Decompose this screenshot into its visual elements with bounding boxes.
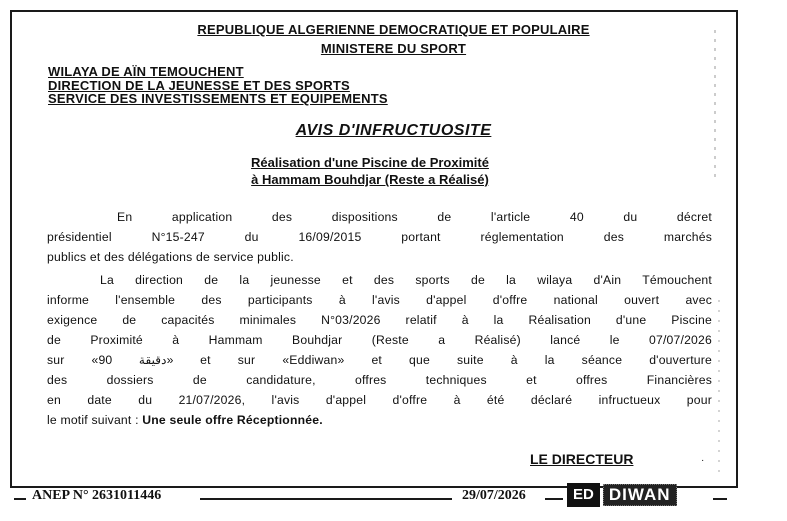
body-line: en date du 21/07/2026, l'avis d'appel d'offre à été déclaré infructueux pour [47,393,712,407]
notice-title: AVIS D'INFRUCTUOSITE [295,122,492,139]
body-line: informe l'ensemble des participants à l'avis d'appel d'offre national ouvert avec [47,293,712,307]
body-line: sur «دقيقة 90» et sur «Eddiwan» et que suite à la séance d'ouverture [47,353,712,367]
service-line: SERVICE DES INVESTISSEMENTS ET EQUIPEMENTS [48,91,388,106]
signature: LE DIRECTEUR [530,451,634,467]
eddiwan-logo [567,484,707,506]
footer-rule-left [14,498,26,500]
republic-heading: REPUBLIQUE ALGERIENNE DEMOCRATIQUE ET POPULAIRE [197,22,590,37]
body-line: En application des dispositions de l'article 40 du décret [117,210,712,224]
motif-line [47,412,712,428]
motif-label: le motif suivant : [47,413,139,427]
signature-mark: · [701,455,705,466]
subtitle-line-1: Réalisation d'une Piscine de Proximité [251,155,489,170]
logo-diwan-text: DIWAN [603,484,677,506]
body-line: des dossiers de candidature, offres techniques et offres Financières [47,373,712,387]
body-line: publics et des délégations de service public. [47,250,294,264]
body-line: de Proximité à Hammam Bouhdjar (Reste a Réalisé) lancé le 07/07/2026 [47,333,712,347]
logo-ed-mark: ED [567,483,600,507]
subtitle-line-2: à Hammam Bouhdjar (Reste a Réalisé) [251,172,489,187]
scan-edge-marks [713,0,725,521]
body-line: présidentiel N°15-247 du 16/09/2015 portant réglementation des marchés [47,230,712,244]
footer-rule-middle [200,498,452,500]
body-line: La direction de la jeunesse et des sports de la wilaya d'Ain Témouchent [100,273,712,287]
direction-line: DIRECTION DE LA JEUNESSE ET DES SPORTS [48,78,350,93]
publication-date: 29/07/2026 [462,488,526,503]
wilaya-line: WILAYA DE AÏN TEMOUCHENT [48,64,244,79]
ministry-heading: MINISTERE DU SPORT [320,41,467,56]
body-line: exigence de capacités minimales N°03/2026 relatif à la Réalisation d'une Piscine [47,313,712,327]
footer-rule-right [545,498,563,500]
anep-number: ANEP N° 2631011446 [32,488,162,503]
motif-text: Une seule offre Réceptionnée. [142,413,323,427]
